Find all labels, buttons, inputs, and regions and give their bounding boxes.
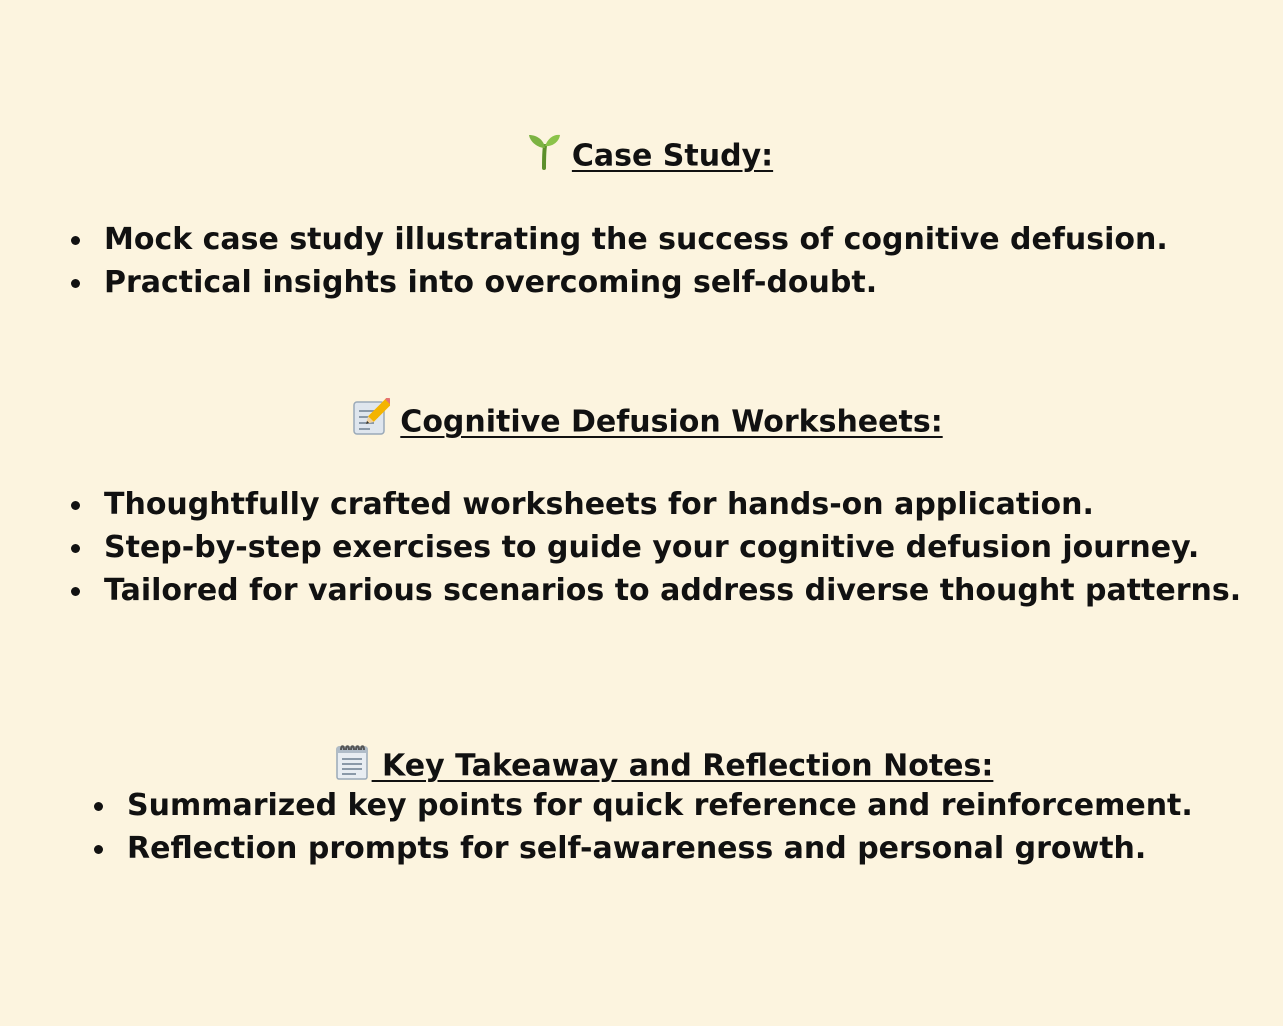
section-title: Case Study: <box>571 138 774 174</box>
section-title: Key Takeaway and Reflection Notes: <box>371 748 994 784</box>
bullet-dot <box>94 845 103 854</box>
bullet-dot <box>94 802 103 811</box>
section-heading-worksheets <box>0 398 1283 447</box>
list-item <box>66 218 1168 261</box>
memo-icon <box>352 398 390 447</box>
bullet-dot <box>71 236 80 245</box>
list-item <box>66 261 1168 304</box>
bullet-text: Practical insights into overcoming self-doubt. <box>104 265 878 300</box>
list-item <box>66 569 1241 612</box>
section-heading-case-study <box>0 132 1283 181</box>
seedling-icon <box>526 132 562 181</box>
bullet-dot <box>71 587 80 596</box>
bullet-text: Mock case study illustrating the success of cognitive defusion. <box>104 222 1168 257</box>
section-title: Cognitive Defusion Worksheets: <box>400 404 943 440</box>
bullet-text: Step-by-step exercises to guide your cognitive defusion journey. <box>104 530 1200 565</box>
list-item <box>89 784 1193 827</box>
bullet-list-case-study <box>66 218 1168 304</box>
bullet-text: Thoughtfully crafted worksheets for hands-on application. <box>104 487 1094 522</box>
bullet-dot <box>71 501 80 510</box>
bullet-text: Tailored for various scenarios to address diverse thought patterns. <box>104 573 1242 608</box>
list-item <box>66 483 1241 526</box>
bullet-dot <box>71 279 80 288</box>
bullet-list-worksheets <box>66 483 1241 612</box>
bullet-list-takeaway <box>89 784 1193 870</box>
list-item <box>89 827 1193 870</box>
bullet-text: Summarized key points for quick reference and reinforcement. <box>127 788 1193 823</box>
bullet-text: Reflection prompts for self-awareness and personal growth. <box>127 831 1147 866</box>
bullet-dot <box>71 544 80 553</box>
list-item <box>66 526 1241 569</box>
